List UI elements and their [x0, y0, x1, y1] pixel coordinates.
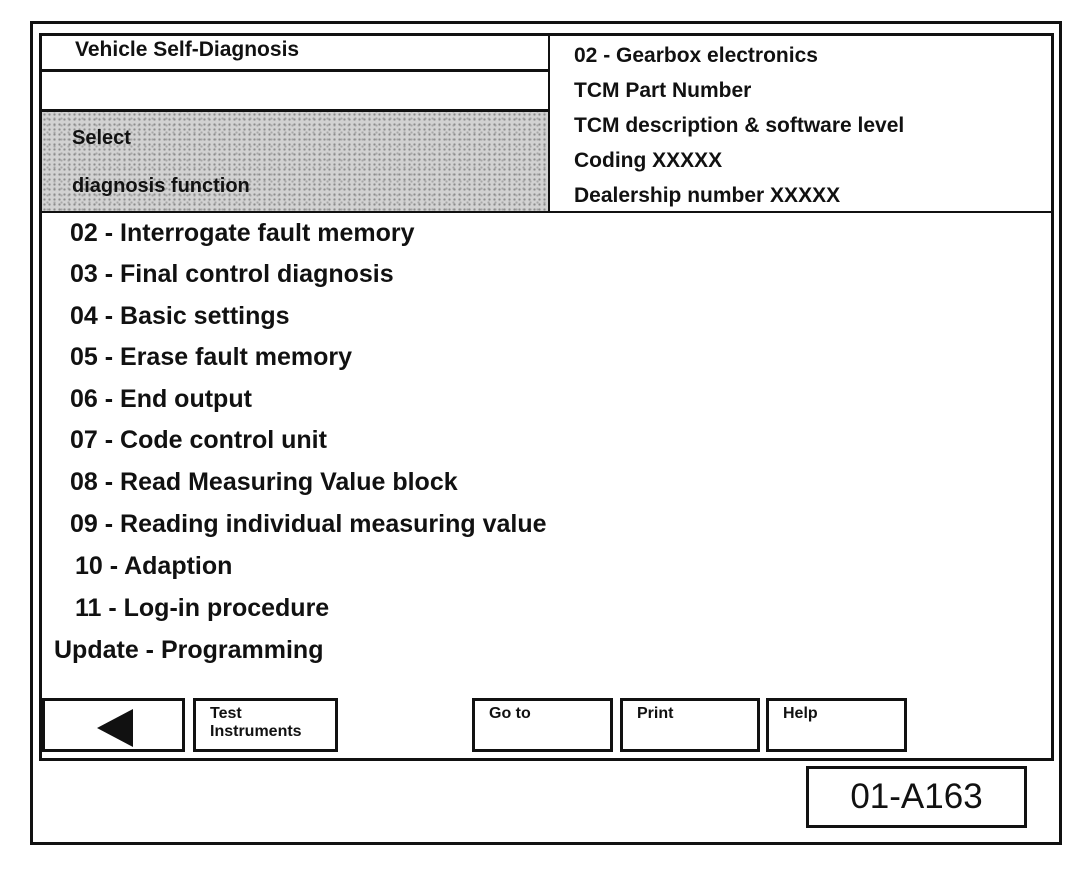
header-left-panel [42, 36, 550, 213]
select-prompt-line1: Select [72, 127, 131, 149]
menu-item-log-in-procedure[interactable]: 11 - Log-in procedure [75, 594, 330, 622]
help-button[interactable] [766, 698, 907, 752]
control-unit-info [550, 36, 1051, 213]
menu-item-basic-settings[interactable]: 04 - Basic settings [70, 302, 290, 330]
back-arrow-icon [97, 709, 133, 747]
menu-item-end-output[interactable]: 06 - End output [70, 385, 252, 413]
select-function-prompt [42, 112, 548, 211]
back-button[interactable] [42, 698, 185, 752]
menu-item-update-programming[interactable]: Update - Programming [54, 636, 324, 664]
info-system: 02 - Gearbox electronics [574, 44, 818, 67]
menu-item-read-measuring-block[interactable]: 08 - Read Measuring Value block [70, 468, 458, 496]
info-coding: Coding XXXXX [574, 149, 723, 172]
help-label: Help [783, 705, 818, 722]
info-part-number: TCM Part Number [574, 79, 752, 102]
info-dealership: Dealership number XXXXX [574, 184, 841, 207]
test-instruments-label-line2: Instruments [210, 723, 302, 740]
print-button[interactable] [620, 698, 760, 752]
screen-title: Vehicle Self-Diagnosis [42, 36, 548, 72]
menu-item-erase-fault-memory[interactable]: 05 - Erase fault memory [70, 343, 353, 371]
goto-button[interactable] [472, 698, 613, 752]
header-blank-field [42, 72, 548, 112]
menu-item-adaption[interactable]: 10 - Adaption [75, 552, 233, 580]
menu-item-final-control-diagnosis[interactable]: 03 - Final control diagnosis [70, 260, 394, 288]
info-description: TCM description & software level [574, 114, 905, 137]
menu-item-code-control-unit[interactable]: 07 - Code control unit [70, 426, 327, 454]
test-instruments-label-line1: Test [210, 705, 242, 722]
print-label: Print [637, 705, 674, 722]
select-prompt-line2: diagnosis function [72, 175, 250, 197]
goto-label: Go to [489, 705, 531, 722]
menu-item-interrogate-fault-memory[interactable]: 02 - Interrogate fault memory [70, 219, 415, 247]
test-instruments-button[interactable] [193, 698, 338, 752]
diagnosis-screen [39, 33, 1054, 761]
menu-item-read-individual-value[interactable]: 09 - Reading individual measuring value [70, 510, 547, 538]
figure-code-label: 01-A163 [806, 766, 1027, 828]
